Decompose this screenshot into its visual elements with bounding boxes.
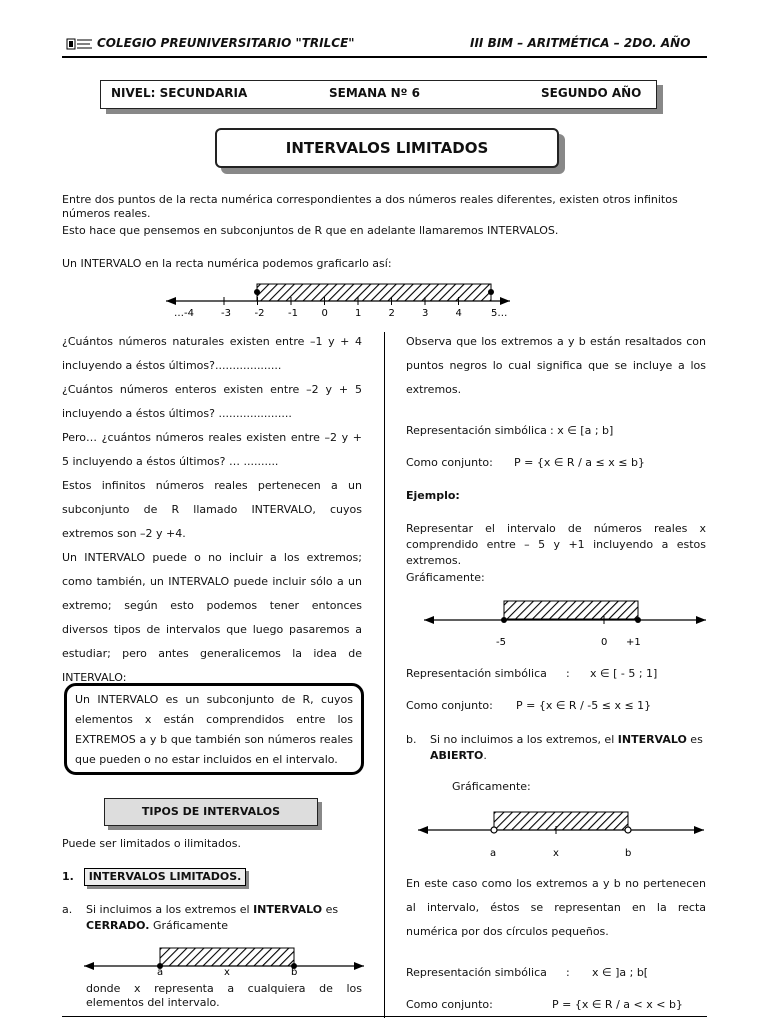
axis-right-label: 5…: [491, 308, 508, 319]
observa-text: Observa que los extremos a y b están resaltados con puntos negros lo cual significa que se incluye a los extremos.: [406, 335, 706, 396]
rep3-value: x ∈ ]a ; b[: [592, 966, 649, 979]
item-1-number: 1.: [62, 870, 74, 883]
axis-tick-label: 0: [321, 308, 328, 319]
axis-label-zero: 0: [601, 637, 608, 648]
left-column: [62, 330, 362, 690]
number-line-example: [420, 595, 710, 655]
item-1-label: INTERVALOS LIMITADOS.: [84, 868, 247, 886]
interval-shaded: [160, 948, 294, 966]
interval-shaded: [494, 812, 628, 830]
axis-tick-label: 2: [388, 308, 395, 319]
conj3-value: P = {x ∈ R / a < x < b}: [552, 998, 683, 1011]
item-1: [62, 868, 246, 886]
paragraph-subconjunto: Estos infinitos números reales pertenecen a un subconjunto de R llamado INTERVALO, cuyos extremos son –2 y +4.: [62, 479, 362, 540]
endpoint-closed: [488, 289, 494, 295]
arrow-left-icon: [84, 962, 94, 970]
number-line-intro: [160, 282, 530, 322]
week-label: SEMANA Nº 6: [329, 86, 420, 100]
item-a-text: Si incluimos a los extremos el: [86, 903, 254, 916]
conj2-label: Como conjunto:: [406, 699, 493, 712]
endpoint-closed: [254, 289, 260, 295]
number-line-closed: [80, 944, 370, 978]
rep2-value: x ∈ [ - 5 ; 1]: [590, 667, 658, 680]
year-label: SEGUNDO AÑO: [541, 86, 642, 100]
arrow-left-icon: [166, 297, 176, 305]
arrow-right-icon: [696, 616, 706, 624]
rep2-colon: :: [566, 667, 570, 680]
page-title: INTERVALOS LIMITADOS: [285, 139, 489, 157]
axis-tick-label: -3: [221, 308, 231, 319]
page-title-box: [215, 128, 559, 168]
item-a-bold-intervalo: INTERVALO: [253, 903, 323, 916]
rep-label: Representación simbólica: [406, 424, 547, 437]
item-a-bold-cerrado: CERRADO.: [86, 919, 150, 932]
axis-tick-label: 4: [455, 308, 462, 319]
donde-text: donde x representa a cualquiera de los elementos del intervalo.: [86, 982, 362, 1009]
axis-label-plus1: +1: [626, 637, 641, 648]
axis-label-minus5: -5: [496, 637, 506, 648]
number-line-open: [414, 808, 708, 862]
arrow-right-icon: [354, 962, 364, 970]
definition-box: [64, 683, 364, 775]
item-a: [62, 902, 362, 934]
item-b-post: .: [483, 749, 487, 762]
header-school: COLEGIO PREUNIVERSITARIO "TRILCE": [97, 36, 355, 50]
conj3-label: Como conjunto:: [406, 998, 493, 1011]
axis-label-b: b: [625, 848, 632, 859]
tipos-text: Puede ser limitados o ilimitados.: [62, 837, 241, 850]
header-divider: [62, 56, 707, 58]
conj-value: P = {x ∈ R / a ≤ x ≤ b}: [514, 456, 645, 469]
conj-label: Como conjunto:: [406, 456, 493, 469]
axis-label-x: x: [553, 848, 559, 859]
item-b-bold-abierto: ABIERTO: [430, 749, 484, 762]
item-a-post: Gráficamente: [149, 919, 229, 932]
item-b-bold-intervalo: INTERVALO: [617, 733, 687, 746]
item-b: [406, 732, 706, 764]
intro-paragraph-3: Un INTERVALO en la recta numérica podemos graficarlo así:: [62, 257, 392, 270]
endpoint-closed: [635, 617, 641, 623]
arrow-right-icon: [500, 297, 510, 305]
endpoint-open: [491, 827, 497, 833]
level-label: NIVEL: SECUNDARIA: [111, 86, 248, 100]
column-divider: [384, 332, 385, 1018]
arrow-right-icon: [694, 826, 704, 834]
axis-tick-label: 3: [422, 308, 429, 319]
ejemplo-text: Representar el intervalo de números reales x comprendido entre – 5 y +1 incluyendo a estos extremos.: [406, 522, 706, 567]
endpoint-open: [625, 827, 631, 833]
item-a-letter: a.: [62, 903, 73, 916]
graficamente-label: Gráficamente:: [406, 571, 485, 584]
interval-shaded: [257, 284, 491, 301]
ejemplo-heading: Ejemplo:: [406, 489, 460, 502]
rep-value: : x ∈ [a ; b]: [550, 424, 614, 437]
rep3-label: Representación simbólica: [406, 966, 547, 979]
intro-paragraph-1: Entre dos puntos de la recta numérica correspondientes a dos números reales diferentes, existen otros infinitos números reales.: [62, 193, 678, 220]
arrow-left-icon: [424, 616, 434, 624]
interval-shaded: [504, 601, 638, 619]
axis-label-a: a: [490, 848, 497, 859]
graficamente2-label: Gráficamente:: [452, 780, 531, 793]
tipos-heading-box: [104, 798, 318, 826]
axis-label-x: x: [224, 967, 230, 978]
question-reales: Pero… ¿cuántos números reales existen entre –2 y + 5 incluyendo a éstos últimos? … ..........: [62, 431, 362, 468]
abierto-text: En este caso como los extremos a y b no pertenecen al intervalo, éstos se representan en la recta numérica por dos círculos pequeños.: [406, 877, 706, 938]
question-enteros: ¿Cuántos números enteros existen entre –2 y + 5 incluyendo a éstos últimos? .....................: [62, 383, 362, 420]
rep3-colon: :: [566, 966, 570, 979]
arrow-left-icon: [418, 826, 428, 834]
item-a-mid: es: [322, 903, 339, 916]
intro-paragraph-2: Esto hace que pensemos en subconjuntos de R que en adelante llamaremos INTERVALOS.: [62, 224, 559, 237]
axis-tick-label: 1: [355, 308, 362, 319]
definition-text: Un INTERVALO es un subconjunto de R, cuyos elementos x están comprendidos entre los EXTREMOS a y b que también son números reales que pueden o no estar incluidos en el intervalo.: [75, 693, 353, 766]
conj2-value: P = {x ∈ R / -5 ≤ x ≤ 1}: [516, 699, 652, 712]
item-b-letter: b.: [406, 733, 417, 746]
tipos-heading: TIPOS DE INTERVALOS: [141, 805, 281, 818]
axis-left-label: …-4: [174, 308, 194, 319]
paragraph-tipos: Un INTERVALO puede o no incluir a los extremos; como también, un INTERVALO puede incluir sólo a un extremo; según esto podemos tener entonces diversos tipos de intervalos que luego pasaremos a estudiar; pero antes generalicemos la idea de INTERVALO:: [62, 551, 362, 684]
level-bar: [100, 80, 657, 109]
school-logo: [66, 36, 94, 52]
axis-label-a: a: [157, 967, 164, 978]
item-b-mid: es: [686, 733, 703, 746]
item-b-text: Si no incluimos a los extremos, el: [430, 733, 618, 746]
footer-divider: [62, 1016, 707, 1017]
axis-tick-label: -2: [254, 308, 265, 319]
question-naturales: ¿Cuántos números naturales existen entre –1 y + 4 incluyendo a éstos últimos?...................: [62, 335, 362, 372]
rep2-label: Representación simbólica: [406, 667, 547, 680]
endpoint-closed: [501, 617, 507, 623]
header-course: III BIM – ARITMÉTICA – 2DO. AÑO: [470, 36, 691, 50]
axis-label-b: b: [291, 967, 298, 978]
axis-tick-label: -1: [288, 308, 298, 319]
